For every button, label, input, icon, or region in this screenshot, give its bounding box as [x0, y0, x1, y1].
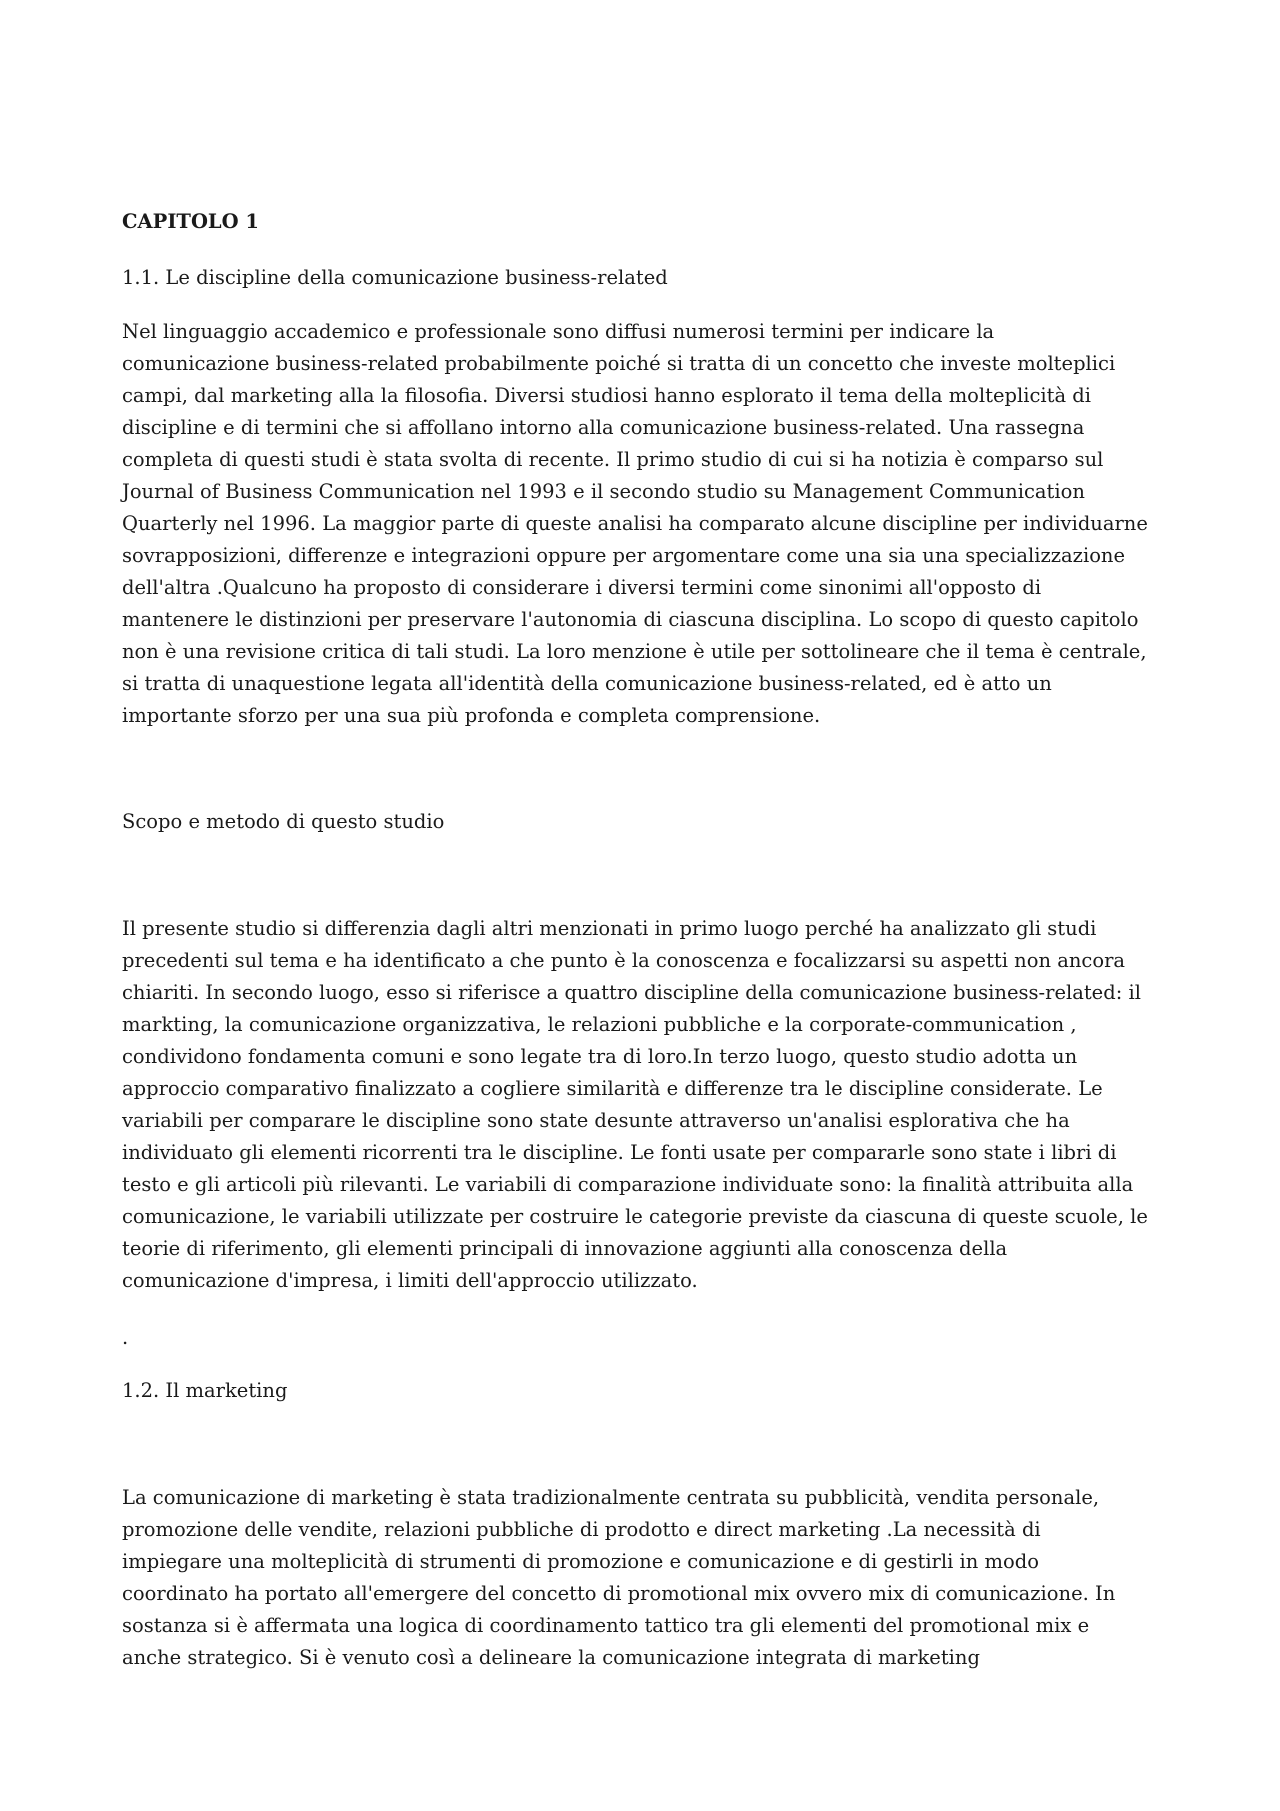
trailing-dot: .	[122, 1326, 129, 1349]
section-1-2-title: 1.2. Il marketing	[122, 1379, 288, 1402]
scope-section-title: Scopo e metodo di questo studio	[122, 810, 445, 833]
section-1-1-title: 1.1. Le discipline della comunicazione business-related	[122, 266, 668, 289]
chapter-title: CAPITOLO 1	[122, 210, 259, 233]
section-1-1-body: Nel linguaggio accademico e professionale sono diffusi numerosi termini per indicare la comunicazione business-related probabilmente poiché si tratta di un concetto che investe molteplici campi, dal marketing alla la filosofia. Diversi studiosi hanno esplorato il tema della molteplicità di discipline e di termini che si affollano intorno alla comunicazione business-related. Una rassegna completa di questi studi è stata svolta di recente. Il primo studio di cui si ha notizia è comparso sul Journal of Business Communication nel 1993 e il secondo studio su Management Communication Quarterly nel 1996. La maggior parte di queste analisi ha comparato alcune discipline per individuarne sovrapposizioni, differenze e integrazioni oppure per argomentare come una sia una specializzazione dell'altra .Qualcuno ha proposto di considerare i diversi termini come sinonimi all'opposto di mantenere le distinzioni per preservare l'autonomia di ciascuna disciplina. Lo scopo di questo capitolo non è una revisione critica di tali studi. La loro menzione è utile per sottolineare che il tema è centrale, si tratta di unaquestione legata all'identità della comunicazione business-related, ed è atto un importante sforzo per una sua più profonda e completa comprensione.	[122, 320, 1148, 727]
section-1-2-body: La comunicazione di marketing è stata tradizionalmente centrata su pubblicità, vendita personale, promozione delle vendite, relazioni pubbliche di prodotto e direct marketing .La necessità di impiegare una molteplicità di strumenti di promozione e comunicazione e di gestirli in modo coordinato ha portato all'emergere del concetto di promotional mix ovvero mix di comunicazione. In sostanza si è affermata una logica di coordinamento tattico tra gli elementi del promotional mix e anche strategico. Si è venuto così a delineare la comunicazione integrata di marketing	[122, 1486, 1116, 1669]
scope-section-body: Il presente studio si differenzia dagli altri menzionati in primo luogo perché ha analizzato gli studi precedenti sul tema e ha identificato a che punto è la conoscenza e focalizzarsi su aspetti non ancora chiariti. In secondo luogo, esso si riferisce a quattro discipline della comunicazione business-related: il markting, la comunicazione organizzativa, le relazioni pubbliche e la corporate-communication , condividono fondamenta comuni e sono legate tra di loro.In terzo luogo, questo studio adotta un approccio comparativo finalizzato a cogliere similarità e differenze tra le discipline considerate. Le variabili per comparare le discipline sono state desunte attraverso un'analisi esplorativa che ha individuato gli elementi ricorrenti tra le discipline. Le fonti usate per compararle sono state i libri di testo e gli articoli più rilevanti. Le variabili di comparazione individuate sono: la finalità attribuita alla comunicazione, le variabili utilizzate per costruire le categorie previste da ciascuna di queste scuole, le teorie di riferimento, gli elementi principali di innovazione aggiunti alla conoscenza della comunicazione d'impresa, i limiti dell'approccio utilizzato.	[122, 917, 1148, 1292]
